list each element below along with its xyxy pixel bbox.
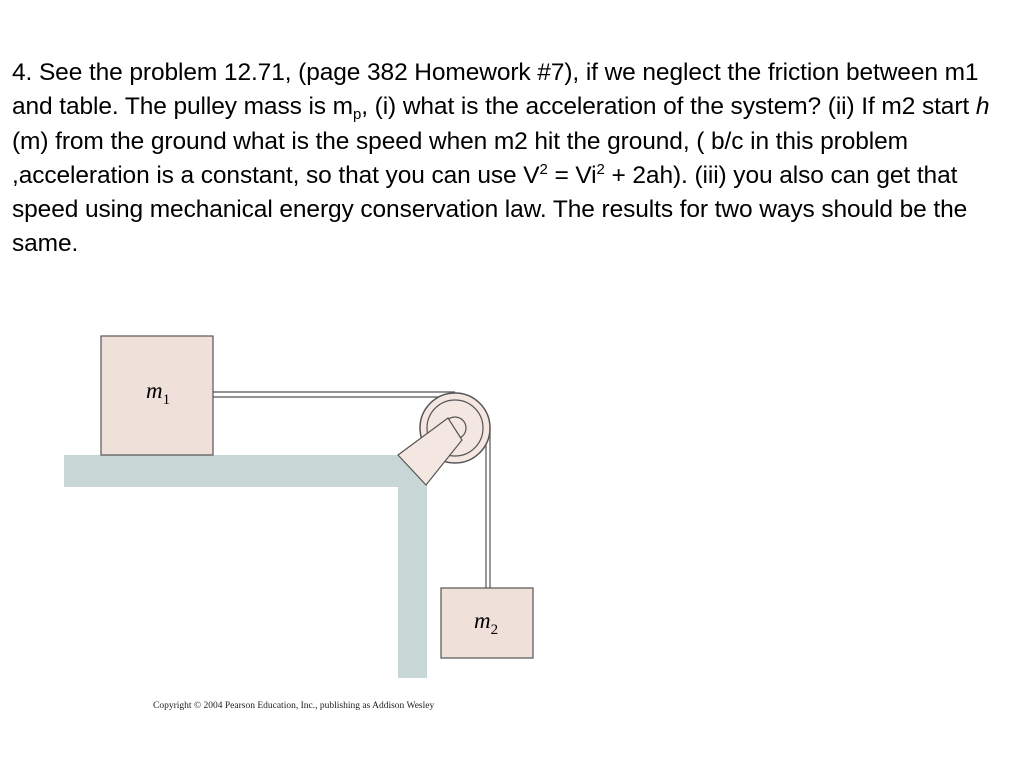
table-leg [398,455,427,678]
height-symbol: h [975,93,990,121]
problem-text-part3: (m) from the ground what is the speed when m2 hit the ground, ( b/c in this problem ,acceleration is a constant, so that you can use V [12,127,908,189]
pulley-mass-subscript: p [352,106,362,124]
m2-label: $m_2$ [474,608,499,638]
v-exponent: 2 [539,160,548,178]
vi-exponent: 2 [596,160,605,178]
problem-text-part5: + 2ah). (iii) you also can get that speed using mechanical energy conservation law. The results for two ways should be the same. [12,161,968,258]
problem-text-part1: 4. See the problem 12.71, (page 382 Homework #7), if we neglect the friction between m1 and table. The pulley mass is m [12,59,979,121]
m1-label: $m_1$ [146,378,171,408]
table-top [64,455,427,487]
copyright-notice: Copyright © 2004 Pearson Education, Inc., publishing as Addison Wesley [153,701,435,711]
problem-text-part2: , (i) what is the acceleration of the system? (ii) If m2 start [361,93,976,121]
problem-text-part4: = Vi [547,161,597,189]
